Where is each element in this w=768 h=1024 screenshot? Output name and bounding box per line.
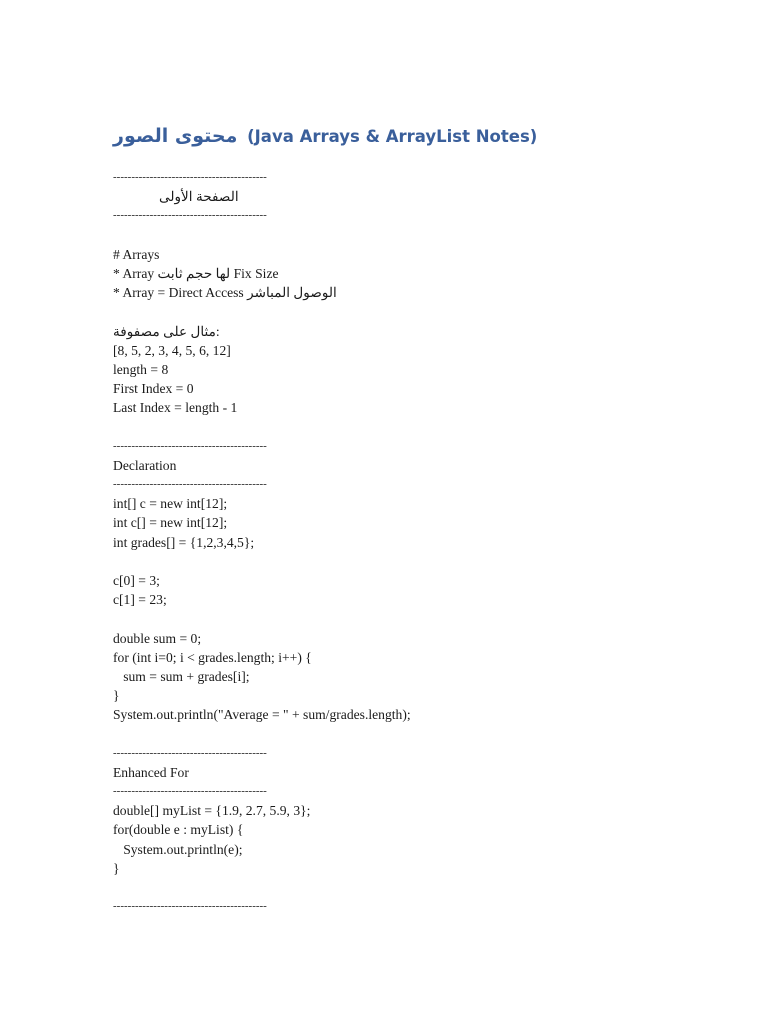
- example-line: length = 8: [113, 361, 169, 377]
- declaration-heading: Declaration: [113, 457, 177, 473]
- separator-line: ------------------------------------------: [113, 478, 267, 490]
- blank-line: [113, 552, 673, 571]
- code-line: for(double e : myList) {: [113, 822, 244, 838]
- code-line: double sum = 0;: [113, 630, 202, 646]
- title-english: (Java Arrays & ArrayList Notes): [247, 127, 538, 146]
- blank-line: [113, 609, 673, 628]
- document-title: [113, 122, 537, 151]
- page-heading: [113, 187, 673, 206]
- arrays-heading: # Arrays: [113, 246, 160, 262]
- blank-line: [113, 302, 673, 321]
- code-line: double[] myList = {1.9, 2.7, 5.9, 3};: [113, 803, 311, 819]
- code-line: }: [113, 860, 120, 876]
- separator-line: ------------------------------------------: [113, 900, 267, 913]
- example-line: [8, 5, 2, 3, 4, 5, 6, 12]: [113, 342, 231, 358]
- separator-line: ------------------------------------------: [113, 439, 267, 452]
- code-line: c[1] = 23;: [113, 592, 167, 608]
- code-line: int grades[] = {1,2,3,4,5};: [113, 534, 255, 550]
- code-line: sum = sum + grades[i];: [113, 668, 250, 684]
- blank-line: [113, 724, 673, 743]
- code-line: int c[] = new int[12];: [113, 515, 228, 531]
- code-line: System.out.println(e);: [113, 841, 243, 857]
- arrays-line: * Array لها حجم ثابت Fix Size: [113, 265, 279, 281]
- code-line: System.out.println("Average = " + sum/grades.length);: [113, 707, 411, 723]
- code-line: }: [113, 688, 120, 704]
- document-body: [113, 168, 673, 916]
- example-line: Last Index = length - 1: [113, 400, 238, 416]
- separator-line: ------------------------------------------: [113, 209, 267, 222]
- code-line: c[0] = 3;: [113, 572, 160, 588]
- blank-line: [113, 226, 673, 245]
- code-line: for (int i=0; i < grades.length; i++) {: [113, 649, 312, 665]
- example-line: First Index = 0: [113, 381, 194, 397]
- title-arabic: محتوى الصور: [113, 125, 238, 147]
- separator-line: ------------------------------------------: [113, 746, 267, 759]
- page-heading-text: الصفحة الأولى: [159, 189, 239, 205]
- arrays-line: * Array = Direct Access الوصول المباشر: [113, 285, 337, 301]
- example-intro: مثال على مصفوفة:: [113, 323, 220, 339]
- blank-line: [113, 878, 673, 897]
- blank-line: [113, 417, 673, 436]
- enhanced-for-heading: Enhanced For: [113, 764, 189, 780]
- separator-line: ------------------------------------------: [113, 171, 267, 183]
- code-line: int[] c = new int[12];: [113, 496, 228, 512]
- separator-line: ------------------------------------------: [113, 785, 267, 797]
